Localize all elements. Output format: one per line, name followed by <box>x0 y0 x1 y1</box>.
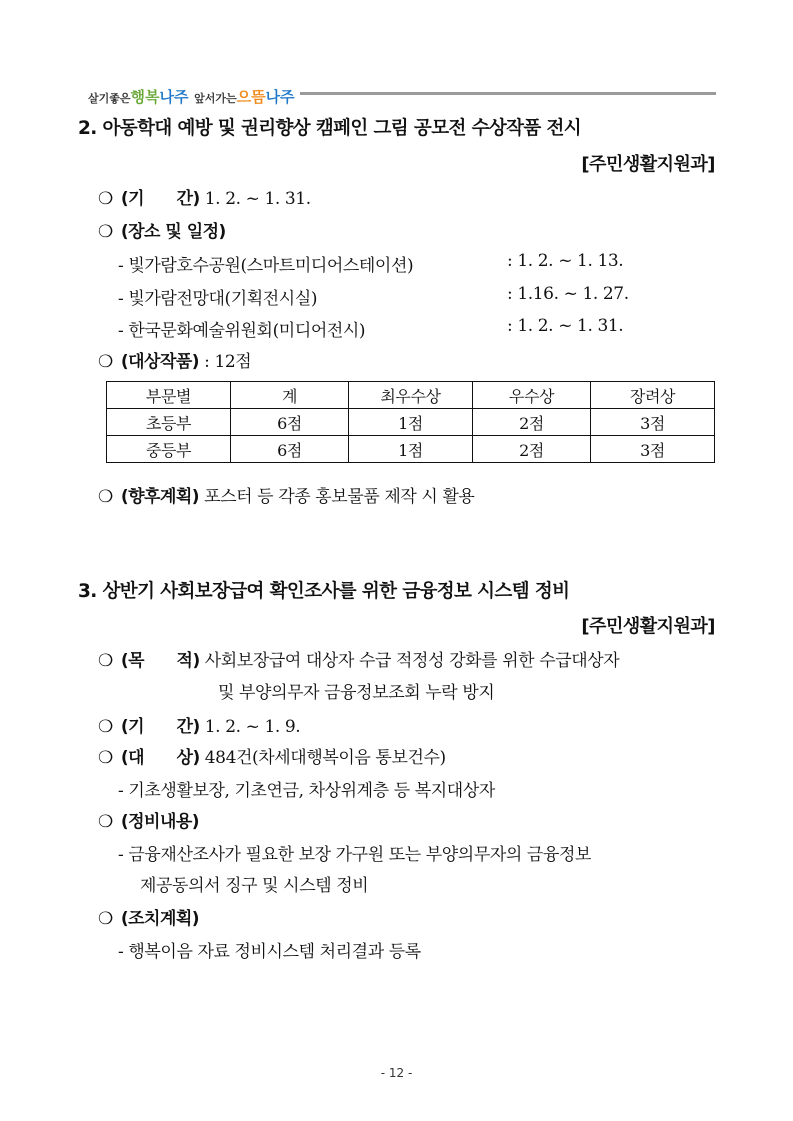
action-line <box>98 904 199 929</box>
item-value: 사회보장급여 대상자 수급 적정성 강화를 위한 수급대상자 <box>204 651 620 671</box>
circle-bullet-icon: ❍ <box>98 717 113 737</box>
department-label: [주민생활지원과] <box>581 154 715 175</box>
table-header-row <box>107 382 715 409</box>
table-cell: 초등부 <box>107 409 231 436</box>
venue-place: 한국문화예술위원회(미디어전시) <box>128 321 366 341</box>
item-label: (대상작품) <box>120 352 200 372</box>
dash-marker: - <box>118 321 124 341</box>
dash-marker: - <box>118 845 124 865</box>
slogan-text: 나주 <box>159 88 189 106</box>
table-header-cell: 최우수상 <box>349 382 473 409</box>
table-cell: 2점 <box>473 409 591 436</box>
content-line <box>98 807 199 832</box>
dash-marker: - <box>118 289 124 309</box>
venue-place: 빛가람전망대(기획전시실) <box>128 289 318 309</box>
dash-marker: - <box>118 256 124 276</box>
period-line <box>98 184 311 209</box>
table-cell: 1점 <box>349 436 473 463</box>
circle-bullet-icon: ❍ <box>98 651 113 671</box>
page-number: - 12 - <box>380 1066 413 1080</box>
section-title: 2. 아동학대 예방 및 권리향상 캠페인 그림 공모전 수상작품 전시 <box>78 118 582 139</box>
circle-bullet-icon: ❍ <box>98 909 113 929</box>
purpose-line <box>98 646 619 671</box>
table-header-cell: 우수상 <box>473 382 591 409</box>
target-sub-item <box>118 776 495 801</box>
table-cell: 3점 <box>591 409 715 436</box>
purpose-continuation: 및 부양의무자 금융정보조회 누락 방지 <box>218 683 495 703</box>
item-label: (기 간) <box>120 717 200 737</box>
table-cell: 2점 <box>473 436 591 463</box>
circle-bullet-icon: ❍ <box>98 487 113 507</box>
period-line <box>98 712 300 737</box>
item-label: (대 상) <box>120 748 200 768</box>
circle-bullet-icon: ❍ <box>98 189 113 209</box>
sub-item-text: 기초생활보장, 기초연금, 차상위계층 등 복지대상자 <box>128 781 495 801</box>
sub-item-text: 금융재산조사가 필요한 보장 가구원 또는 부양의무자의 금융정보 <box>128 845 591 865</box>
item-label: (기 간) <box>120 189 200 209</box>
table-cell: 중등부 <box>107 436 231 463</box>
venue-line <box>98 217 226 242</box>
target-line <box>98 743 446 768</box>
table-row <box>107 409 715 436</box>
slogan-text: 으뜸 <box>236 88 266 106</box>
slogan-text: 나주 <box>265 88 295 106</box>
plan-line <box>98 482 474 507</box>
section-title: 3. 상반기 사회보장급여 확인조사를 위한 금융정보 시스템 정비 <box>78 581 570 602</box>
table-header-cell: 계 <box>231 382 349 409</box>
item-label: (목 적) <box>120 651 200 671</box>
venue-item <box>118 251 413 276</box>
item-label: (향후계획) <box>120 487 200 507</box>
slogan-text: 살기좋은 <box>88 92 131 105</box>
venue-dates <box>507 284 629 304</box>
venue-date-range: 1.16. ~ 1. 27. <box>517 284 629 304</box>
colon: : <box>507 284 513 304</box>
action-sub-item <box>118 937 421 962</box>
venue-dates <box>507 316 623 336</box>
venue-date-range: 1. 2. ~ 1. 31. <box>517 316 624 336</box>
circle-bullet-icon: ❍ <box>98 748 113 768</box>
slogan-text: 앞서가는 <box>194 92 237 105</box>
venue-place: 빛가람호수공원(스마트미디어스테이션) <box>128 256 414 276</box>
venue-item <box>118 316 365 341</box>
table-cell: 3점 <box>591 436 715 463</box>
table-header-cell: 부문별 <box>107 382 231 409</box>
item-label: (장소 및 일정) <box>120 222 226 242</box>
works-line <box>98 347 251 372</box>
header-divider <box>300 92 716 95</box>
table-cell: 1점 <box>349 409 473 436</box>
department-label: [주민생활지원과] <box>581 616 715 637</box>
circle-bullet-icon: ❍ <box>98 222 113 242</box>
venue-item <box>118 284 317 309</box>
table-header-cell: 장려상 <box>591 382 715 409</box>
venue-date-range: 1. 2. ~ 1. 13. <box>517 251 624 271</box>
item-label: (조치계획) <box>120 909 200 929</box>
colon: : <box>204 352 210 372</box>
table-row <box>107 436 715 463</box>
sub-item-text: 행복이음 자료 정비시스템 처리결과 등록 <box>128 942 421 962</box>
colon: : <box>507 251 513 271</box>
item-value: 12점 <box>214 352 252 372</box>
header-slogan <box>88 86 295 107</box>
slogan-text: 행복 <box>130 88 160 106</box>
dash-marker: - <box>118 942 124 962</box>
venue-dates <box>507 251 623 271</box>
dash-marker: - <box>118 781 124 801</box>
item-value: 1. 2. ~ 1. 9. <box>204 717 301 737</box>
colon: : <box>507 316 513 336</box>
table-cell: 6점 <box>231 436 349 463</box>
content-sub-item <box>118 840 591 865</box>
content-continuation: 제공동의서 징구 및 시스템 정비 <box>140 876 369 896</box>
item-value: 484건(차세대행복이음 통보건수) <box>204 748 446 768</box>
circle-bullet-icon: ❍ <box>98 352 113 372</box>
awards-table <box>106 381 715 463</box>
item-label: (정비내용) <box>120 812 200 832</box>
table-cell: 6점 <box>231 409 349 436</box>
item-value: 1. 2. ~ 1. 31. <box>204 189 311 209</box>
circle-bullet-icon: ❍ <box>98 812 113 832</box>
item-value: 포스터 등 각종 홍보물품 제작 시 활용 <box>204 487 475 507</box>
